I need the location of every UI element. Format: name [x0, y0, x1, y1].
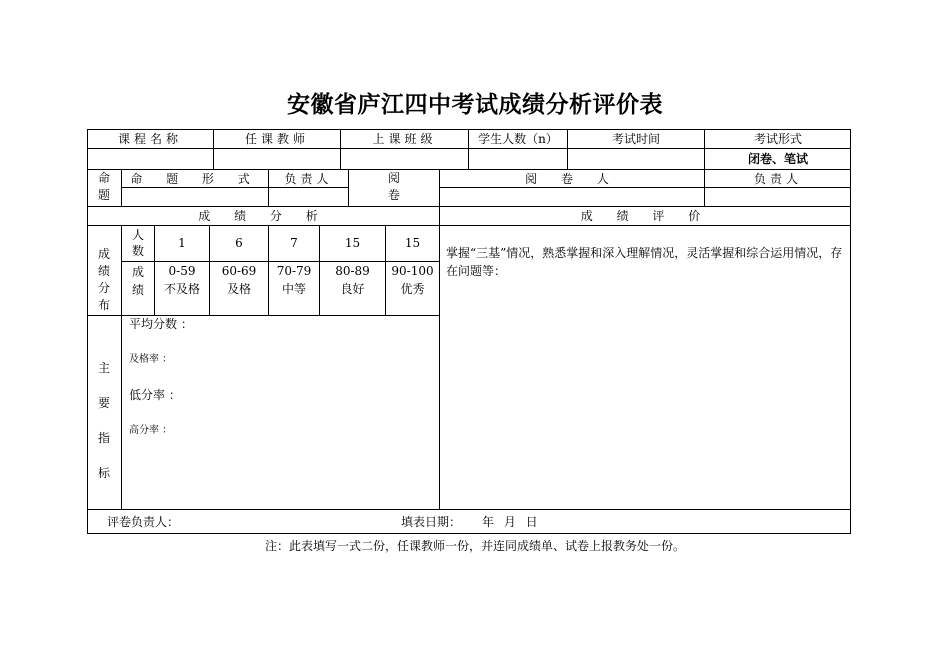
proposition-owner-header: 负责人	[284, 172, 333, 186]
evaluation-section-header: 成 绩 评 价	[580, 209, 711, 223]
average-score-label: 平均分数 ：	[129, 317, 193, 331]
count-cell: 15	[344, 236, 361, 250]
level-cell: 中等	[281, 282, 306, 296]
range-cell: 70-79	[276, 264, 312, 278]
form-title: 安徽省庐江四中考试成绩分析评价表	[287, 92, 663, 118]
grader-owner-label: 评卷负责人：	[107, 515, 180, 529]
range-cell: 80-89	[335, 264, 370, 278]
table-grid-lines	[87, 129, 851, 534]
header-exam-form: 考试形式	[753, 132, 802, 146]
proposition-label	[94, 171, 114, 203]
grade-label-char: 绩	[131, 283, 144, 297]
pass-rate-label: 及格率 ：	[129, 354, 173, 365]
distribution-label-char: 绩	[97, 264, 110, 278]
evaluation-form-table	[87, 129, 851, 534]
high-score-rate-label: 高分率 ：	[129, 425, 173, 436]
header-teacher: 任课教师	[244, 132, 309, 146]
level-cell: 优秀	[400, 282, 425, 296]
range-cell: 0-59	[168, 264, 196, 278]
distribution-label-char: 布	[97, 298, 110, 312]
level-cell: 不及格	[163, 282, 200, 296]
grader-header: 阅 卷 人	[525, 172, 619, 186]
level-cell: 良好	[340, 282, 365, 296]
proposition-form-header: 命 题 形 式	[130, 172, 260, 186]
grader-owner-header: 负责人	[753, 172, 802, 186]
count-label-char: 人	[131, 228, 144, 242]
header-student-count: 学生人数（n）	[478, 132, 558, 146]
distribution-label-char: 成	[97, 247, 110, 261]
indicators-label-char: 指	[97, 431, 110, 445]
count-label	[128, 227, 148, 259]
footnote: 注：此表填写一式二份，任课教师一份，并连同成绩单、试卷上报教务处一份。	[264, 539, 685, 553]
header-course-name: 课程名称	[117, 132, 182, 146]
range-cell: 60-69	[221, 264, 257, 278]
grading-label-char-1: 阅	[387, 171, 400, 185]
low-score-rate-label: 低分率 ：	[129, 388, 181, 402]
level-cell: 及格	[226, 282, 251, 296]
proposition-label-char-1: 命	[97, 171, 110, 185]
count-cell: 15	[404, 236, 421, 250]
distribution-label	[94, 246, 114, 314]
analysis-section-header: 成 绩 分 析	[198, 209, 328, 223]
indicators-label-char: 标	[97, 466, 110, 480]
indicators-label-char: 要	[97, 396, 110, 410]
count-label-char: 数	[131, 244, 144, 258]
fill-date-units: 年 月 日	[482, 515, 538, 529]
fill-date-label: 填表日期：	[401, 515, 462, 529]
exam-form-value: 闭卷、笔试	[747, 152, 808, 166]
count-cell: 6	[235, 236, 243, 250]
indicators-label-char: 主	[97, 361, 110, 375]
grade-label-char: 成	[131, 265, 144, 279]
count-cell: 1	[178, 236, 186, 250]
proposition-label-char-2: 题	[97, 188, 110, 202]
count-cell: 7	[290, 236, 298, 250]
header-class: 上课班级	[372, 132, 437, 146]
range-cell: 90-100	[391, 264, 434, 278]
grading-label	[384, 171, 404, 203]
grading-label-char-2: 卷	[387, 188, 400, 202]
evaluation-prompt-text: 掌握“三基”情况，熟悉掌握和深入理解情况，灵活掌握和综合运用情况，存在问题等：	[446, 246, 843, 278]
header-exam-time: 考试时间	[611, 132, 660, 146]
grade-label	[128, 263, 148, 299]
distribution-label-char: 分	[97, 281, 110, 295]
indicators-label	[94, 351, 114, 491]
